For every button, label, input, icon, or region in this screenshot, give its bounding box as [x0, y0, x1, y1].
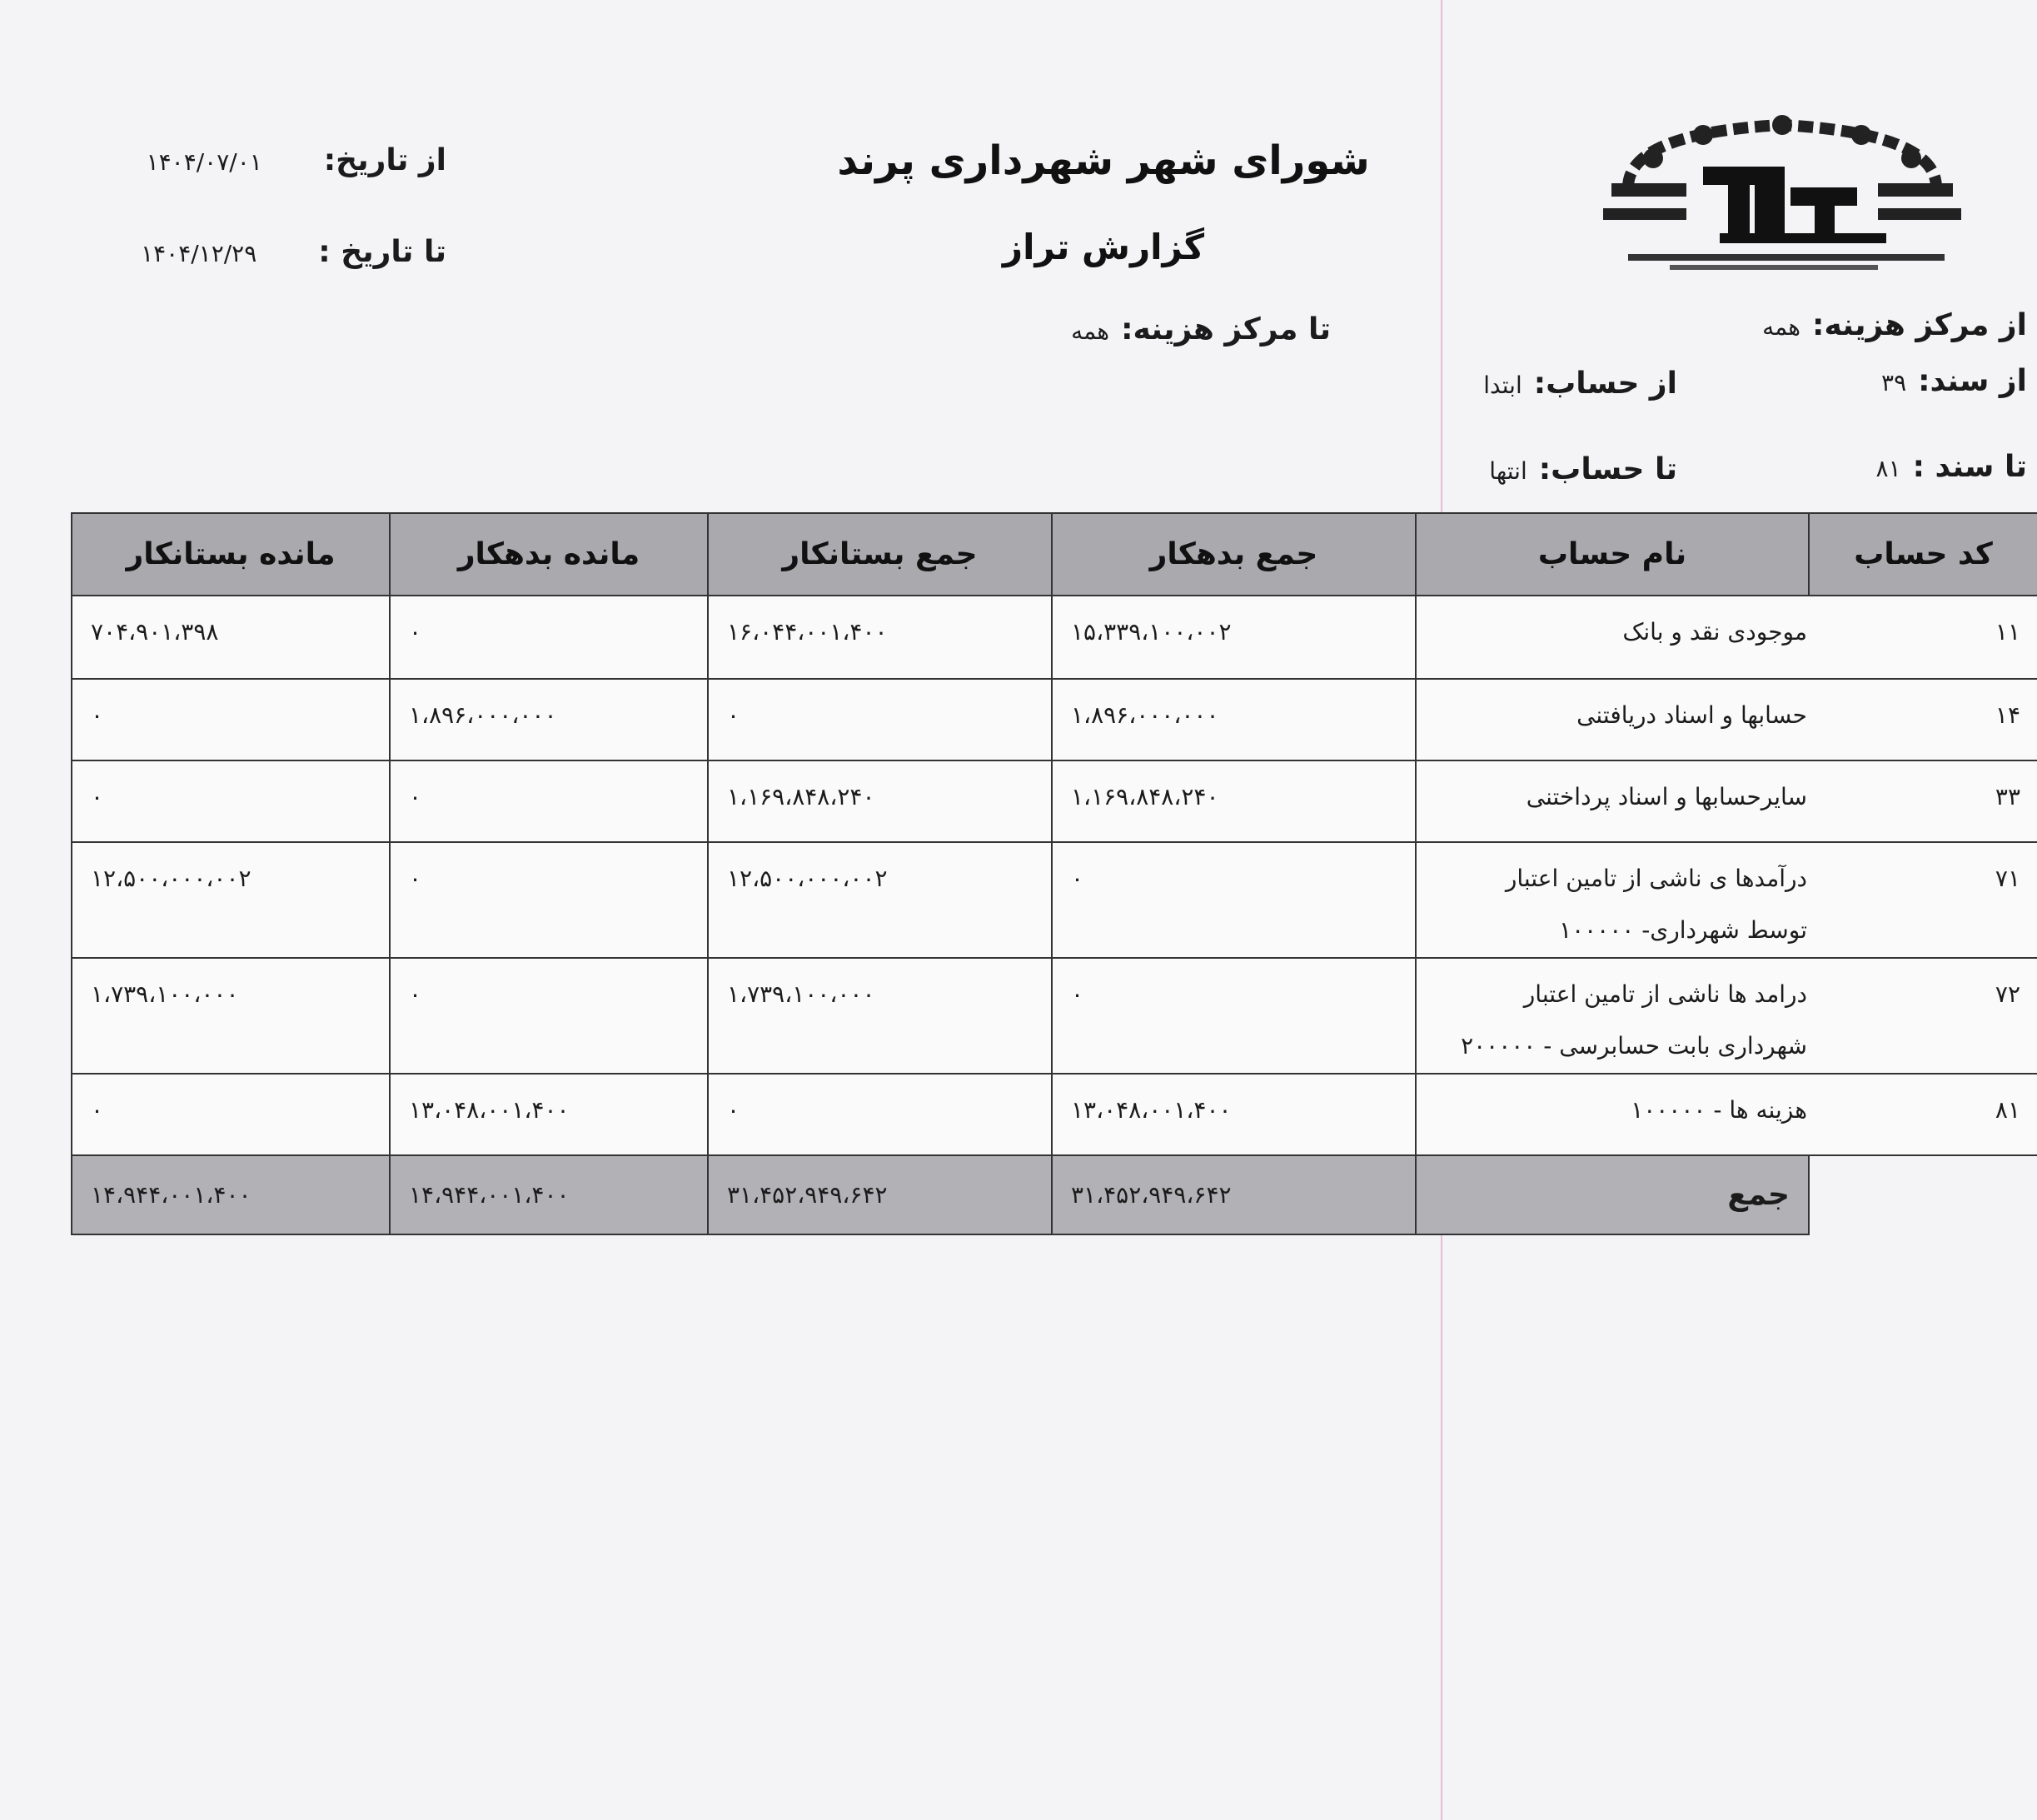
debit-balance: ۱،۸۹۶،۰۰۰،۰۰۰ [390, 679, 708, 760]
account-name [1416, 596, 1809, 679]
to-doc [1876, 450, 2027, 484]
debit-total: ۱۵،۳۳۹،۱۰۰،۰۰۲ [1052, 596, 1416, 679]
table-row [72, 679, 2037, 760]
account-name-line: هزینه ها - ۱۰۰۰۰۰ [1631, 1096, 1807, 1124]
credit-balance: ۱۲،۵۰۰،۰۰۰،۰۰۲ [72, 842, 390, 958]
from-date [147, 143, 446, 177]
col-header-debit-total: جمع بدهکار [1052, 513, 1416, 596]
to-account-value: انتها [1489, 457, 1527, 485]
from-account-label: از حساب: [1533, 366, 1677, 401]
account-name-line: درآمدها ی ناشی از تامین اعتبار [1505, 865, 1807, 892]
table-row [72, 958, 2037, 1074]
credit-total: ۱،۱۶۹،۸۴۸،۲۴۰ [708, 760, 1052, 842]
from-doc-value: ۳۹ [1881, 369, 1907, 396]
from-account-value: ابتدا [1483, 371, 1522, 399]
total-credit-balance: ۱۴،۹۴۴،۰۰۱،۴۰۰ [72, 1155, 390, 1234]
credit-balance: ۷۰۴،۹۰۱،۳۹۸ [72, 596, 390, 679]
to-cost-center-value: همه [1071, 317, 1110, 345]
account-name [1416, 842, 1809, 958]
credit-total: ۱،۷۳۹،۱۰۰،۰۰۰ [708, 958, 1052, 1074]
council-gear-logo-icon [1578, 108, 1986, 275]
account-name [1416, 958, 1809, 1074]
credit-total: ۱۶،۰۴۴،۰۰۱،۴۰۰ [708, 596, 1052, 679]
from-cost-center-value: همه [1762, 313, 1801, 341]
credit-total: ۰ [708, 1074, 1052, 1155]
from-date-label: از تاریخ: [323, 143, 446, 177]
account-code: ۱۴ [1809, 679, 2037, 760]
debit-balance: ۰ [390, 760, 708, 842]
col-header-credit-balance: مانده بستانکار [72, 513, 390, 596]
account-name-line: توسط شهرداری- ۱۰۰۰۰۰ [1559, 916, 1807, 944]
col-header-account-code: کد حساب [1809, 513, 2037, 596]
from-date-value: ۱۴۰۴/۰۷/۰۱ [146, 148, 262, 176]
credit-balance: ۰ [72, 1074, 390, 1155]
account-name [1416, 679, 1809, 760]
to-account [1489, 452, 1677, 486]
debit-balance: ۰ [390, 958, 708, 1074]
to-date-label: تا تاریخ : [318, 235, 446, 269]
col-header-account-name: نام حساب [1416, 513, 1809, 596]
table-row [72, 842, 2037, 958]
totals-row [72, 1155, 2037, 1234]
debit-total: ۰ [1052, 842, 1416, 958]
account-code: ۷۲ [1809, 958, 2037, 1074]
table-row [72, 596, 2037, 679]
credit-balance: ۰ [72, 679, 390, 760]
debit-total: ۰ [1052, 958, 1416, 1074]
trial-balance-table [71, 512, 2037, 1235]
debit-balance: ۰ [390, 596, 708, 679]
col-header-credit-total: جمع بستانکار [708, 513, 1052, 596]
from-cost-center-label: از مرکز هزینه: [1812, 308, 2027, 342]
debit-balance: ۰ [390, 842, 708, 958]
credit-total: ۱۲،۵۰۰،۰۰۰،۰۰۲ [708, 842, 1052, 958]
to-doc-value: ۸۱ [1875, 455, 1901, 482]
from-doc-label: از سند: [1918, 364, 2027, 398]
account-name [1416, 1074, 1809, 1155]
to-date [141, 235, 446, 269]
to-account-label: تا حساب: [1538, 452, 1677, 486]
debit-balance: ۱۳،۰۴۸،۰۰۱،۴۰۰ [390, 1074, 708, 1155]
account-code: ۳۳ [1809, 760, 2037, 842]
table-header-row [72, 513, 2037, 596]
account-name [1416, 760, 1809, 842]
debit-total: ۱،۸۹۶،۰۰۰،۰۰۰ [1052, 679, 1416, 760]
table-row [72, 760, 2037, 842]
totals-label: جمع [1416, 1155, 1809, 1234]
account-code: ۸۱ [1809, 1074, 2037, 1155]
col-header-debit-balance: مانده بدهکار [390, 513, 708, 596]
credit-total: ۰ [708, 679, 1052, 760]
from-cost-center [1762, 308, 2027, 342]
account-name-line: موجودی نقد و بانک [1622, 618, 1807, 646]
account-code: ۱۱ [1809, 596, 2037, 679]
account-name-line: درامد ها ناشی از تامین اعتبار [1523, 980, 1807, 1008]
debit-total: ۱۳،۰۴۸،۰۰۱،۴۰۰ [1052, 1074, 1416, 1155]
debit-total: ۱،۱۶۹،۸۴۸،۲۴۰ [1052, 760, 1416, 842]
to-doc-label: تا سند : [1912, 450, 2027, 484]
account-name-line: سایرحسابها و اسناد پرداختنی [1526, 783, 1807, 810]
total-debit-balance: ۱۴،۹۴۴،۰۰۱،۴۰۰ [390, 1155, 708, 1234]
totals-blank-cell [1809, 1155, 2037, 1234]
total-debit: ۳۱،۴۵۲،۹۴۹،۶۴۲ [1052, 1155, 1416, 1234]
from-account [1483, 366, 1677, 401]
from-doc [1881, 364, 2027, 398]
account-code: ۷۱ [1809, 842, 2037, 958]
to-cost-center-label: تا مرکز هزینه: [1121, 312, 1331, 347]
account-name-line: شهرداری بابت حسابرسی - ۲۰۰۰۰۰ [1461, 1032, 1807, 1060]
total-credit: ۳۱،۴۵۲،۹۴۹،۶۴۲ [708, 1155, 1052, 1234]
table-row [72, 1074, 2037, 1155]
page-title: شورای شهر شهرداری پرند [837, 137, 1370, 184]
to-cost-center [1071, 312, 1331, 347]
account-name-line: حسابها و اسناد دریافتنی [1576, 701, 1807, 729]
report-subtitle: گزارش تراز [1002, 227, 1205, 267]
credit-balance: ۰ [72, 760, 390, 842]
credit-balance: ۱،۷۳۹،۱۰۰،۰۰۰ [72, 958, 390, 1074]
to-date-value: ۱۴۰۴/۱۲/۲۹ [141, 240, 257, 267]
